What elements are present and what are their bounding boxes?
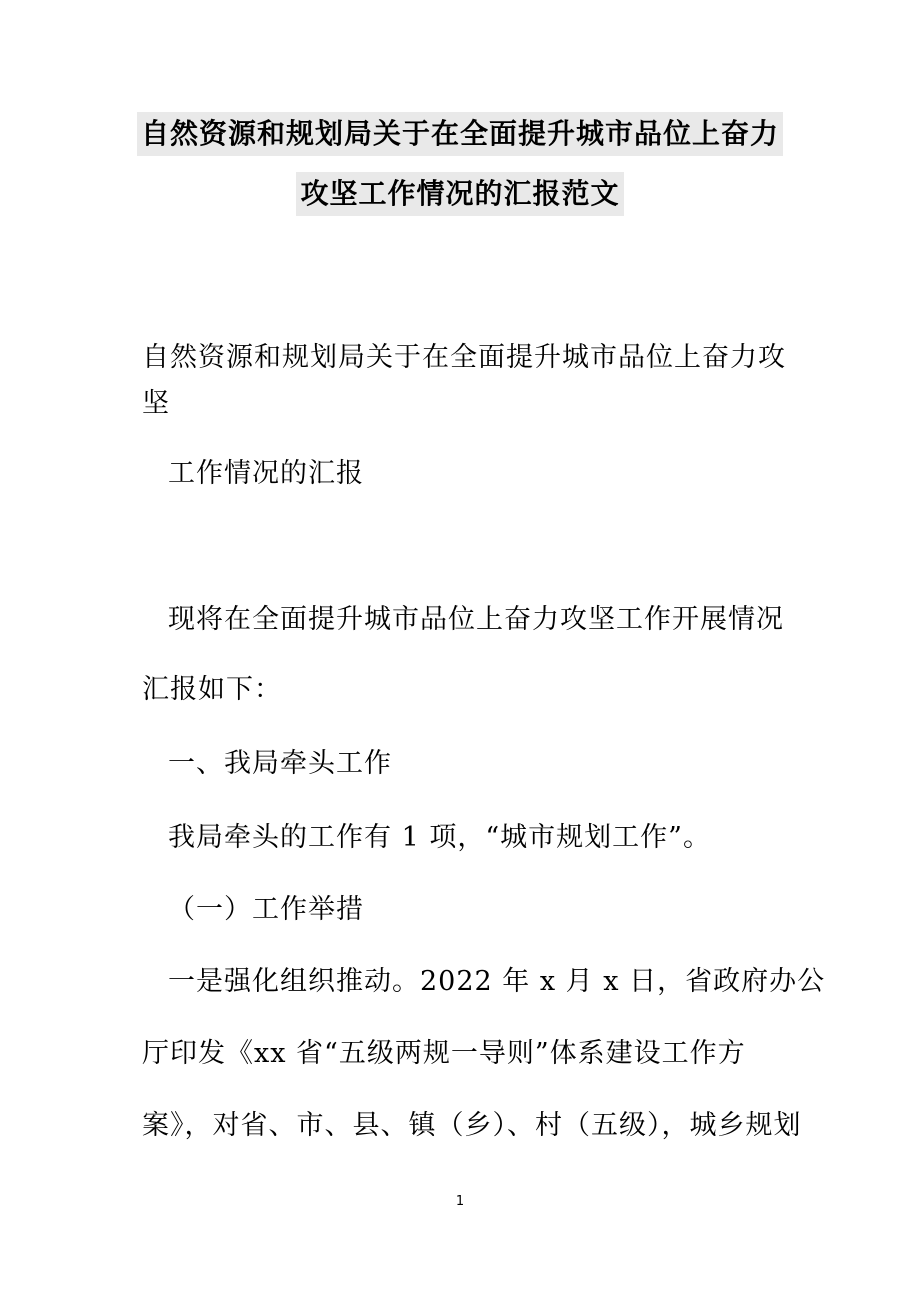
body-paragraph-intro-line-2: 汇报如下：	[142, 674, 282, 705]
title-line-1: 自然资源和规划局关于在全面提升城市品位上奋力	[137, 112, 783, 156]
body-line-heading-1: 自然资源和规划局关于在全面提升城市品位上奋力攻	[142, 342, 786, 373]
body-paragraph-line-2: 厅印发《xx 省“五级两规一导则”体系建设工作方	[142, 1038, 746, 1069]
subsection-heading-1: （一）工作举措	[168, 894, 364, 925]
body-line-heading-3: 工作情况的汇报	[168, 458, 364, 489]
title-line-2: 攻坚工作情况的汇报范文	[296, 172, 623, 216]
body-line-heading-2: 坚	[142, 388, 170, 419]
body-paragraph-line-3: 案》，对省、市、县、镇（乡）、村（五级），城乡规划	[142, 1110, 802, 1141]
body-paragraph-lead: 我局牵头的工作有 1 项，“城市规划工作”。	[168, 822, 711, 853]
body-paragraph-line-1: 一是强化组织推动。2022 年 x 月 x 日，省政府办公	[168, 966, 826, 997]
document-title	[0, 112, 920, 226]
section-heading-1: 一、我局牵头工作	[168, 748, 392, 779]
page-number: 1	[455, 1194, 465, 1209]
body-paragraph-intro-line-1: 现将在全面提升城市品位上奋力攻坚工作开展情况	[168, 604, 784, 635]
